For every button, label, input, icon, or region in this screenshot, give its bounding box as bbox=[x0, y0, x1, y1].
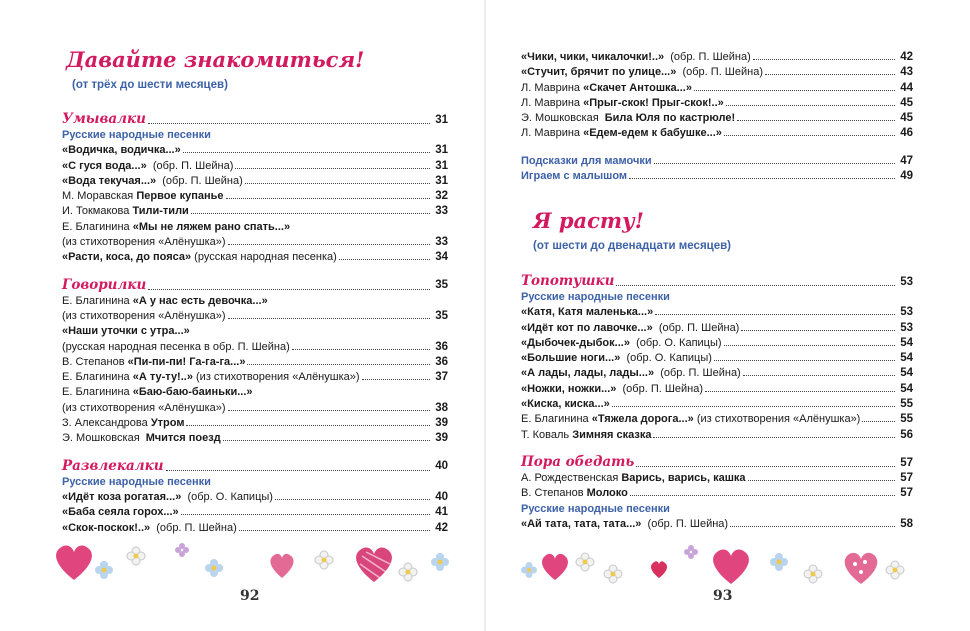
section-title: Я расту! bbox=[533, 208, 644, 233]
work-title: «Тяжела дорога...» bbox=[591, 413, 694, 426]
author: Е. Благинина bbox=[62, 386, 133, 399]
note: (обр. П. Шейна) bbox=[652, 321, 740, 334]
flower-icon bbox=[175, 543, 189, 557]
page-ref: 54 bbox=[900, 367, 913, 380]
page-ref: 36 bbox=[435, 340, 448, 353]
author: Л. Маврина bbox=[521, 127, 584, 140]
note: (из стихотворения «Алёнушка») bbox=[693, 413, 861, 426]
work-title: «Мы не ляжем рано спать...» bbox=[132, 220, 291, 233]
entry-title bbox=[521, 336, 722, 351]
author: Е. Благинина bbox=[521, 413, 592, 426]
work-title: Варись, варись, кашка bbox=[621, 471, 746, 484]
note: (из стихотворения «Алёнушка») bbox=[62, 236, 226, 249]
page-ref: 57 bbox=[900, 487, 913, 500]
page-ref: 39 bbox=[435, 417, 448, 430]
toc-entry[interactable] bbox=[62, 220, 448, 235]
page-ref: 39 bbox=[435, 432, 448, 445]
work-title: Молоко bbox=[586, 487, 628, 500]
toc-entry[interactable] bbox=[62, 416, 448, 431]
toc-entry[interactable] bbox=[521, 336, 913, 351]
toc-entry[interactable] bbox=[521, 169, 913, 184]
dot-leader bbox=[743, 375, 895, 376]
entry-title: Умывалки bbox=[62, 111, 146, 127]
note: (обр. П. Шейна) bbox=[676, 66, 764, 79]
dot-leader bbox=[245, 183, 430, 184]
page-ref: 42 bbox=[900, 51, 913, 63]
entry-title: Пора обедать bbox=[521, 453, 635, 470]
toc-subheading bbox=[62, 128, 448, 143]
toc-category[interactable] bbox=[62, 106, 448, 128]
work-title: «Идёт кот по лавочке...» bbox=[521, 321, 653, 334]
toc-list bbox=[62, 106, 448, 536]
entry-title: Подсказки для мамочки bbox=[521, 154, 652, 167]
entry-title bbox=[521, 428, 651, 443]
entry-title: Русские народные песенки bbox=[521, 291, 670, 303]
work-title: Первое купанье bbox=[136, 190, 224, 203]
section-title: Давайте знакомиться! bbox=[66, 47, 365, 72]
dot-leader bbox=[694, 90, 895, 91]
entry-title bbox=[62, 220, 448, 235]
entry-title bbox=[521, 382, 703, 397]
flower-icon bbox=[205, 559, 223, 577]
heart-icon bbox=[651, 561, 667, 578]
page-ref: 37 bbox=[435, 371, 448, 384]
work-title: «А лады, лады, лады...» bbox=[521, 367, 655, 380]
dot-leader bbox=[629, 178, 895, 179]
entry-title bbox=[521, 366, 741, 381]
entry-title: Играем с малышом bbox=[521, 170, 628, 183]
work-title: «А у нас есть девочка...» bbox=[132, 294, 268, 307]
note: (обр. П. Шейна) bbox=[146, 159, 234, 172]
section-subtitle: (от шести до двенадцати месяцев) bbox=[533, 240, 732, 252]
page-ref: 53 bbox=[900, 275, 913, 288]
page-ref: 54 bbox=[900, 382, 913, 395]
page-ref: 36 bbox=[435, 355, 448, 368]
work-title: «Катя, Катя маленька...» bbox=[521, 306, 654, 319]
dot-leader bbox=[737, 120, 895, 121]
entry-title bbox=[62, 340, 290, 355]
dot-leader bbox=[228, 318, 430, 319]
author: Л. Маврина bbox=[521, 81, 584, 94]
work-title: «Расти, коса, до пояса» bbox=[62, 251, 192, 264]
page-ref: 55 bbox=[900, 398, 913, 411]
work-title: Мчится поезд bbox=[145, 432, 221, 445]
dot-leader bbox=[247, 364, 430, 365]
dot-leader bbox=[612, 406, 895, 407]
entry-title bbox=[62, 159, 233, 174]
dot-leader bbox=[765, 74, 895, 75]
page-ref: 33 bbox=[435, 205, 448, 218]
page-ref: 32 bbox=[435, 190, 448, 203]
entry-title bbox=[521, 96, 724, 111]
author: Л. Маврина bbox=[521, 96, 584, 109]
toc-category[interactable] bbox=[521, 449, 913, 471]
entry-title bbox=[521, 126, 722, 141]
note: (обр. П. Шейна) bbox=[150, 521, 237, 534]
page-ref: 34 bbox=[435, 251, 448, 264]
toc-entry[interactable] bbox=[62, 294, 448, 309]
dot-leader bbox=[166, 470, 430, 471]
work-title: «Наши уточки с утра...» bbox=[62, 325, 190, 338]
dot-leader bbox=[724, 135, 895, 136]
work-title: «Ай тата, тата, тата...» bbox=[521, 517, 642, 530]
toc-entry[interactable] bbox=[62, 250, 448, 265]
work-title: «Вода текучая...» bbox=[62, 174, 157, 187]
dot-leader bbox=[181, 514, 430, 515]
toc-entry[interactable] bbox=[62, 235, 448, 250]
author: Е. Благинина bbox=[62, 371, 133, 384]
flower-icon bbox=[399, 563, 417, 581]
page-ref: 44 bbox=[900, 81, 913, 94]
entry-title bbox=[62, 370, 360, 385]
heart-icon bbox=[713, 549, 749, 584]
flower-icon bbox=[521, 562, 537, 578]
flower-icon bbox=[886, 561, 904, 579]
dot-leader bbox=[226, 198, 431, 199]
page-ref: 41 bbox=[435, 506, 448, 519]
dot-leader bbox=[228, 244, 430, 245]
page-ref: 53 bbox=[900, 306, 913, 319]
dot-leader bbox=[705, 391, 895, 392]
work-title: «Киска, киска...» bbox=[521, 398, 610, 411]
toc-entry[interactable] bbox=[521, 366, 913, 381]
page-ref: 42 bbox=[435, 521, 448, 534]
entry-title: Русские народные песенки bbox=[521, 502, 670, 515]
work-title: «Стучит, брячит по улице...» bbox=[521, 66, 677, 79]
dot-leader bbox=[239, 530, 430, 531]
author: Э. Мошковская bbox=[62, 432, 146, 445]
heart-icon bbox=[356, 547, 392, 582]
entry-title bbox=[521, 81, 692, 96]
note: (русская народная песенка) bbox=[191, 251, 337, 264]
page-ref: 45 bbox=[900, 96, 913, 109]
toc-entry[interactable] bbox=[521, 50, 913, 65]
toc-entry[interactable] bbox=[62, 431, 448, 446]
toc-entry[interactable] bbox=[521, 382, 913, 397]
dot-leader bbox=[235, 168, 430, 169]
entry-title bbox=[62, 401, 226, 416]
page-ref: 43 bbox=[900, 66, 913, 79]
page-ref: 57 bbox=[900, 471, 913, 484]
toc-entry[interactable] bbox=[521, 351, 913, 366]
entry-title bbox=[62, 521, 237, 536]
toc-entry[interactable] bbox=[62, 309, 448, 324]
entry-title: Топотушки bbox=[521, 273, 615, 289]
flower-icon bbox=[127, 547, 145, 565]
work-title: «Прыг-скок! Прыг-скок!..» bbox=[583, 96, 724, 109]
work-title: «Водичка, водичка...» bbox=[62, 144, 181, 157]
toc-entry[interactable] bbox=[521, 397, 913, 412]
dot-leader bbox=[275, 499, 430, 500]
toc-entry[interactable] bbox=[521, 111, 913, 126]
heart-icon bbox=[56, 545, 92, 580]
page-ref: 33 bbox=[435, 236, 448, 249]
entry-title bbox=[62, 505, 179, 520]
dot-leader bbox=[724, 345, 895, 346]
page-ref: 31 bbox=[435, 113, 448, 126]
page-ref: 35 bbox=[435, 279, 448, 292]
entry-title bbox=[521, 65, 763, 80]
dot-leader bbox=[654, 163, 895, 164]
dot-leader bbox=[714, 360, 895, 361]
heart-icon bbox=[845, 553, 878, 584]
page-ref: 35 bbox=[435, 309, 448, 322]
dot-leader bbox=[148, 123, 430, 124]
entry-title bbox=[62, 490, 273, 505]
dot-leader bbox=[362, 379, 430, 380]
work-title: «Скок-поскок!..» bbox=[62, 521, 151, 534]
note: (обр. П. Шейна) bbox=[156, 174, 243, 187]
entry-title: Говорилки bbox=[62, 276, 147, 293]
entry-title: Русские народные песенки bbox=[62, 129, 211, 141]
toc-entry[interactable] bbox=[521, 305, 913, 320]
toc-entry[interactable] bbox=[521, 412, 913, 427]
toc-subheading bbox=[521, 502, 913, 517]
dot-leader bbox=[730, 526, 895, 527]
decorative-border bbox=[521, 540, 931, 588]
toc-entry[interactable] bbox=[521, 65, 913, 80]
page-ref: 56 bbox=[900, 428, 913, 441]
entry-title bbox=[521, 471, 746, 486]
toc-category[interactable] bbox=[62, 272, 448, 294]
page-ref: 31 bbox=[435, 159, 448, 172]
page-ref: 57 bbox=[900, 456, 913, 469]
decorative-border bbox=[52, 540, 462, 588]
toc-entry[interactable] bbox=[521, 154, 913, 169]
entry-title bbox=[62, 189, 224, 204]
entry-title bbox=[521, 517, 728, 532]
page-ref: 58 bbox=[900, 517, 913, 530]
note: (обр. О. Капицы) bbox=[629, 336, 722, 349]
page-ref: 46 bbox=[900, 127, 913, 140]
work-title: «Пи-пи-пи! Га-га-га...» bbox=[127, 355, 246, 368]
note: (из стихотворения «Алёнушка») bbox=[62, 401, 226, 414]
page-ref: 31 bbox=[435, 174, 448, 187]
entry-title bbox=[521, 351, 712, 366]
work-title: Била Юля по кастрюле! bbox=[604, 112, 736, 125]
toc-entry[interactable] bbox=[62, 505, 448, 520]
toc-entry[interactable] bbox=[521, 96, 913, 111]
toc-entry[interactable] bbox=[62, 385, 448, 400]
entry-title bbox=[62, 174, 243, 189]
heart-icon bbox=[270, 554, 293, 578]
dot-leader bbox=[753, 59, 895, 60]
page-ref: 38 bbox=[435, 401, 448, 414]
page-ref: 47 bbox=[900, 154, 913, 167]
toc-entry[interactable] bbox=[62, 490, 448, 505]
toc-entry[interactable] bbox=[62, 521, 448, 536]
entry-title bbox=[521, 397, 610, 412]
note: (русская народная песенка в обр. П. Шейна) bbox=[62, 340, 290, 353]
dot-leader bbox=[292, 349, 430, 350]
toc-entry[interactable] bbox=[521, 486, 913, 501]
page-ref: 54 bbox=[900, 352, 913, 365]
work-title: Зимняя сказка bbox=[572, 428, 652, 441]
work-title: «С гуся вода...» bbox=[62, 159, 147, 172]
dot-leader bbox=[339, 259, 430, 260]
dot-leader bbox=[148, 289, 430, 290]
work-title: Тили-тили bbox=[132, 205, 189, 218]
entry-title bbox=[521, 111, 735, 126]
page-number: 93 bbox=[713, 588, 733, 604]
note: (из стихотворения «Алёнушка») bbox=[192, 371, 360, 384]
toc-entry[interactable] bbox=[62, 174, 448, 189]
work-title: «Едем-едем к бабушке...» bbox=[583, 127, 722, 140]
entry-title bbox=[62, 385, 448, 400]
entry-title bbox=[521, 305, 653, 320]
note: (обр. П. Шейна) bbox=[616, 382, 704, 395]
toc-entry[interactable] bbox=[62, 340, 448, 355]
toc-list-bottom bbox=[521, 268, 913, 532]
note: (обр. П. Шейна) bbox=[654, 367, 741, 380]
toc-entry[interactable] bbox=[521, 428, 913, 443]
flower-icon bbox=[804, 565, 822, 583]
note: (обр. О. Капицы) bbox=[181, 490, 273, 503]
note: (обр. П. Шейна) bbox=[641, 517, 729, 530]
toc-entry[interactable] bbox=[62, 370, 448, 385]
flower-icon bbox=[576, 553, 594, 571]
work-title: «Баю-баю-баиньки...» bbox=[132, 386, 253, 399]
dot-leader bbox=[653, 437, 895, 438]
dot-leader bbox=[186, 425, 430, 426]
toc-entry[interactable] bbox=[521, 81, 913, 96]
entry-title bbox=[521, 321, 739, 336]
note: (обр. П. Шейна) bbox=[664, 51, 751, 63]
work-title: Утром bbox=[150, 417, 185, 430]
dot-leader bbox=[741, 330, 895, 331]
dot-leader bbox=[228, 410, 430, 411]
flower-icon bbox=[315, 551, 333, 569]
page-ref: 53 bbox=[900, 321, 913, 334]
work-title: «Дыбочек-дыбок...» bbox=[521, 336, 630, 349]
dot-leader bbox=[655, 314, 895, 315]
entry-title bbox=[62, 235, 226, 250]
toc-entry[interactable] bbox=[62, 324, 448, 339]
note: (обр. О. Капицы) bbox=[620, 352, 712, 365]
flower-icon bbox=[95, 561, 113, 579]
page-ref: 31 bbox=[435, 144, 448, 157]
toc-list-top bbox=[521, 50, 913, 184]
author: Е. Благинина bbox=[62, 294, 133, 307]
entry-title bbox=[62, 355, 245, 370]
dot-leader bbox=[183, 152, 430, 153]
page-ref: 49 bbox=[900, 170, 913, 183]
dot-leader bbox=[748, 480, 896, 481]
page-ref: 55 bbox=[900, 413, 913, 426]
entry-title bbox=[521, 412, 860, 427]
page-ref: 54 bbox=[900, 336, 913, 349]
author: Э. Мошковская bbox=[521, 112, 605, 125]
dot-leader bbox=[726, 105, 895, 106]
entry-title bbox=[521, 486, 628, 501]
entry-title bbox=[62, 204, 189, 219]
section-subtitle: (от трёх до шести месяцев) bbox=[72, 79, 228, 91]
work-title: «Идёт коза рогатая...» bbox=[62, 490, 182, 503]
work-title: «Ножки, ножки...» bbox=[521, 382, 617, 395]
toc-entry[interactable] bbox=[521, 471, 913, 486]
page-ref: 40 bbox=[435, 460, 448, 473]
entry-title: Русские народные песенки bbox=[62, 475, 211, 488]
dot-leader bbox=[636, 466, 895, 467]
entry-title bbox=[62, 431, 221, 446]
author: В. Степанов bbox=[62, 355, 128, 368]
toc-category[interactable] bbox=[62, 453, 448, 475]
flower-icon bbox=[684, 545, 698, 559]
author: И. Токмакова bbox=[62, 205, 133, 218]
entry-title bbox=[62, 250, 337, 265]
toc-entry[interactable] bbox=[62, 204, 448, 219]
entry-title bbox=[62, 324, 448, 339]
entry-title bbox=[62, 309, 226, 324]
dot-leader bbox=[616, 285, 895, 286]
page-ref: 45 bbox=[900, 112, 913, 125]
author: А. Рождественская bbox=[521, 471, 622, 484]
page-ref: 40 bbox=[435, 490, 448, 503]
work-title: «Большие ноги...» bbox=[521, 352, 621, 365]
work-title: «Скачет Антошка...» bbox=[583, 81, 692, 94]
entry-title bbox=[62, 294, 448, 309]
entry-title bbox=[62, 143, 181, 158]
work-title: «Чики, чики, чикалочки!..» bbox=[521, 51, 665, 63]
work-title: «Баба сеяла горох...» bbox=[62, 506, 179, 519]
work-title: «А ту-ту!..» bbox=[132, 371, 193, 384]
author: З. Александрова bbox=[62, 417, 151, 430]
toc-entry[interactable] bbox=[521, 321, 913, 336]
dot-leader bbox=[630, 495, 895, 496]
toc-category[interactable] bbox=[521, 268, 913, 290]
flower-icon bbox=[604, 565, 622, 583]
toc-subheading bbox=[62, 475, 448, 490]
toc-entry[interactable] bbox=[521, 126, 913, 141]
dot-leader bbox=[862, 421, 895, 422]
toc-entry[interactable] bbox=[62, 143, 448, 158]
author: Е. Благинина bbox=[62, 220, 133, 233]
dot-leader bbox=[223, 440, 430, 441]
toc-subheading bbox=[521, 290, 913, 305]
heart-icon bbox=[542, 554, 568, 580]
note: (из стихотворения «Алёнушка») bbox=[62, 309, 226, 322]
author: М. Моравская bbox=[62, 190, 137, 203]
dot-leader bbox=[191, 213, 430, 214]
toc-entry[interactable] bbox=[62, 401, 448, 416]
author: В. Степанов bbox=[521, 487, 587, 500]
right-page bbox=[485, 0, 970, 631]
flower-icon bbox=[770, 553, 788, 571]
author: Т. Коваль bbox=[521, 428, 573, 441]
entry-title: Развлекалки bbox=[62, 457, 164, 474]
toc-entry[interactable] bbox=[62, 355, 448, 370]
entry-title bbox=[521, 50, 751, 65]
flower-icon bbox=[431, 553, 449, 571]
toc-entry[interactable] bbox=[62, 189, 448, 204]
toc-entry[interactable] bbox=[62, 159, 448, 174]
entry-title bbox=[62, 416, 184, 431]
page-number: 92 bbox=[240, 588, 260, 604]
toc-entry[interactable] bbox=[521, 517, 913, 532]
